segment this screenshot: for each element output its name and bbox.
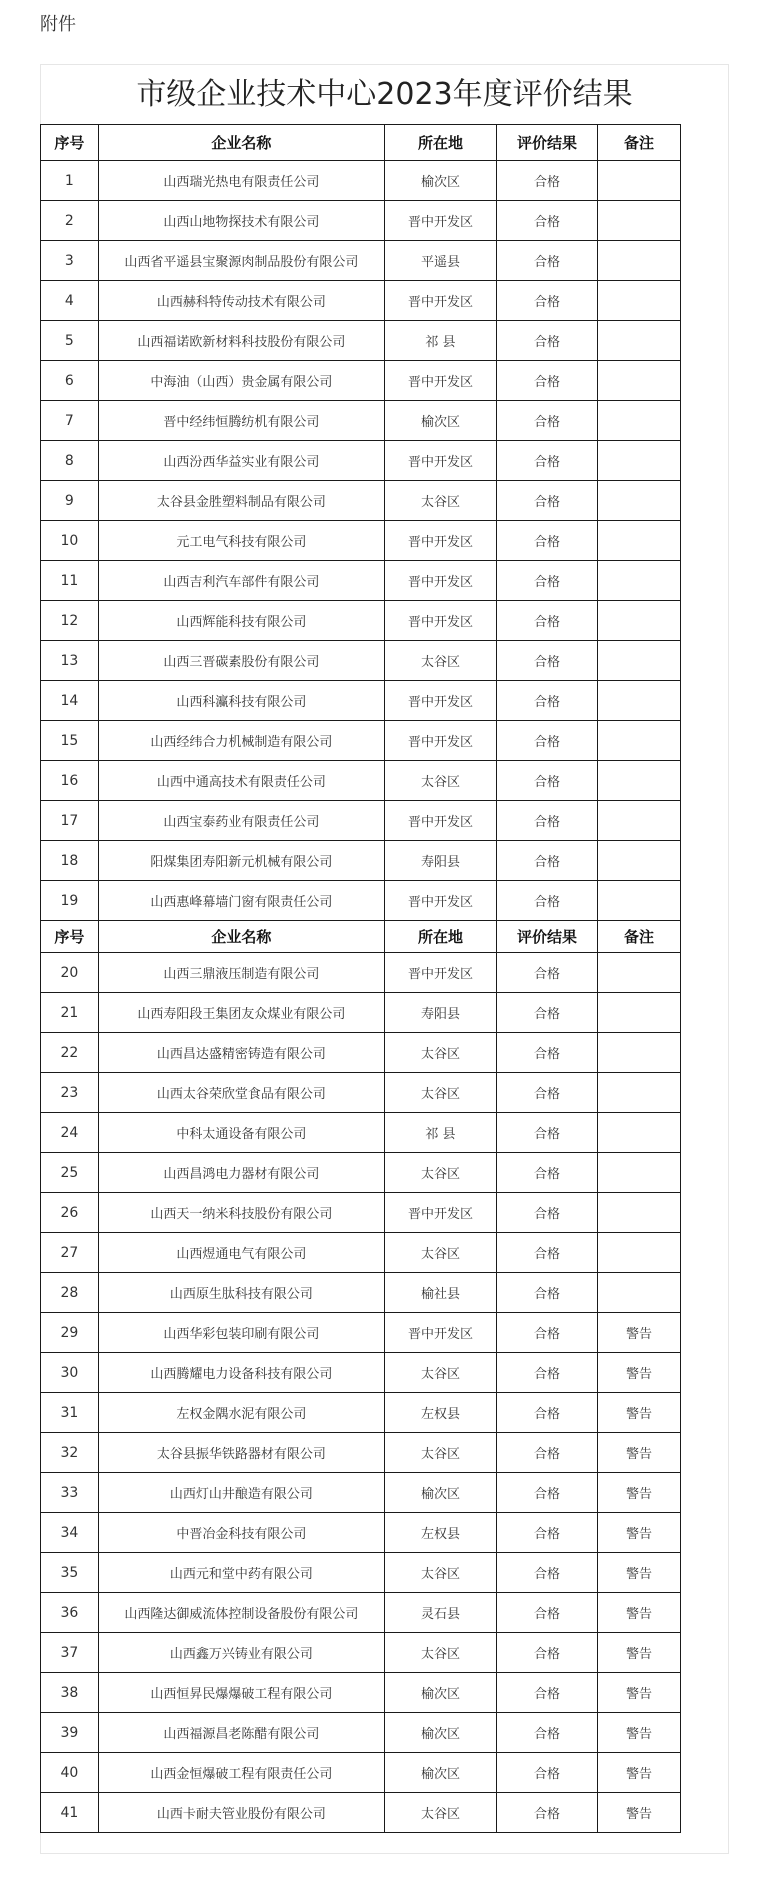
cell-col-result: 合格 (496, 241, 597, 281)
cell-col-remark (597, 161, 680, 201)
cell-col-result: 合格 (496, 953, 597, 993)
cell-col-remark (597, 481, 680, 521)
cell-col-result: 合格 (496, 521, 597, 561)
cell-col-remark: 警告 (597, 1513, 680, 1553)
table-row (41, 1393, 681, 1433)
cell-col-location: 晋中开发区 (385, 201, 497, 241)
table-row (41, 721, 681, 761)
cell-col-seq: 5 (41, 321, 99, 361)
cell-col-company: 山西辉能科技有限公司 (98, 601, 384, 641)
table-row (41, 681, 681, 721)
cell-col-result: 合格 (496, 401, 597, 441)
cell-col-result: 合格 (496, 761, 597, 801)
cell-col-seq: 26 (41, 1193, 99, 1233)
cell-col-result: 合格 (496, 1313, 597, 1353)
table-row (41, 641, 681, 681)
table-row (41, 1273, 681, 1313)
table-row (41, 401, 681, 441)
cell-col-company: 中海油（山西）贵金属有限公司 (98, 361, 384, 401)
cell-col-company: 山西经纬合力机械制造有限公司 (98, 721, 384, 761)
cell-col-result: 合格 (496, 1553, 597, 1593)
header-col-remark: 备注 (597, 921, 680, 953)
cell-col-result: 合格 (496, 1513, 597, 1553)
header-col-company: 企业名称 (98, 921, 384, 953)
cell-col-location: 晋中开发区 (385, 881, 497, 921)
cell-col-seq: 1 (41, 161, 99, 201)
cell-col-location: 太谷区 (385, 1073, 497, 1113)
cell-col-location: 晋中开发区 (385, 801, 497, 841)
table-row (41, 601, 681, 641)
cell-col-seq: 10 (41, 521, 99, 561)
cell-col-result: 合格 (496, 201, 597, 241)
cell-col-remark: 警告 (597, 1793, 680, 1833)
cell-col-remark (597, 841, 680, 881)
cell-col-remark (597, 281, 680, 321)
cell-col-location: 榆次区 (385, 1673, 497, 1713)
cell-col-remark (597, 601, 680, 641)
cell-col-company: 中晋冶金科技有限公司 (98, 1513, 384, 1553)
cell-col-seq: 19 (41, 881, 99, 921)
cell-col-seq: 4 (41, 281, 99, 321)
cell-col-remark (597, 1153, 680, 1193)
cell-col-result: 合格 (496, 881, 597, 921)
cell-col-company: 山西恒昇民爆爆破工程有限公司 (98, 1673, 384, 1713)
table-row (41, 201, 681, 241)
cell-col-seq: 28 (41, 1273, 99, 1313)
table-row (41, 161, 681, 201)
cell-col-location: 晋中开发区 (385, 953, 497, 993)
cell-col-remark (597, 761, 680, 801)
table-header-row (41, 921, 681, 953)
cell-col-location: 榆社县 (385, 1273, 497, 1313)
cell-col-seq: 33 (41, 1473, 99, 1513)
cell-col-remark (597, 401, 680, 441)
cell-col-seq: 32 (41, 1433, 99, 1473)
table-row (41, 1593, 681, 1633)
cell-col-remark: 警告 (597, 1713, 680, 1753)
cell-col-company: 山西中通高技术有限责任公司 (98, 761, 384, 801)
cell-col-seq: 34 (41, 1513, 99, 1553)
cell-col-result: 合格 (496, 1193, 597, 1233)
cell-col-result: 合格 (496, 161, 597, 201)
cell-col-location: 晋中开发区 (385, 361, 497, 401)
cell-col-company: 山西三晋碳素股份有限公司 (98, 641, 384, 681)
cell-col-location: 榆次区 (385, 161, 497, 201)
cell-col-location: 太谷区 (385, 1793, 497, 1833)
cell-col-remark: 警告 (597, 1313, 680, 1353)
table-row (41, 441, 681, 481)
cell-col-remark (597, 801, 680, 841)
cell-col-location: 太谷区 (385, 1233, 497, 1273)
table-row (41, 1433, 681, 1473)
cell-col-company: 山西灯山井酿造有限公司 (98, 1473, 384, 1513)
cell-col-location: 太谷区 (385, 1633, 497, 1673)
cell-col-result: 合格 (496, 321, 597, 361)
table-row (41, 1353, 681, 1393)
cell-col-location: 太谷区 (385, 1033, 497, 1073)
cell-col-remark: 警告 (597, 1393, 680, 1433)
cell-col-company: 山西惠峰幕墙门窗有限责任公司 (98, 881, 384, 921)
cell-col-seq: 40 (41, 1753, 99, 1793)
cell-col-remark: 警告 (597, 1553, 680, 1593)
cell-col-remark (597, 441, 680, 481)
cell-col-result: 合格 (496, 1473, 597, 1513)
cell-col-result: 合格 (496, 1273, 597, 1313)
cell-col-seq: 23 (41, 1073, 99, 1113)
cell-col-company: 山西金恒爆破工程有限责任公司 (98, 1753, 384, 1793)
cell-col-location: 太谷区 (385, 1153, 497, 1193)
table-row (41, 881, 681, 921)
cell-col-seq: 30 (41, 1353, 99, 1393)
cell-col-company: 山西宝泰药业有限责任公司 (98, 801, 384, 841)
cell-col-location: 太谷区 (385, 1353, 497, 1393)
cell-col-result: 合格 (496, 1633, 597, 1673)
cell-col-seq: 13 (41, 641, 99, 681)
cell-col-company: 山西原生肽科技有限公司 (98, 1273, 384, 1313)
cell-col-seq: 3 (41, 241, 99, 281)
cell-col-company: 山西华彩包装印刷有限公司 (98, 1313, 384, 1353)
cell-col-result: 合格 (496, 721, 597, 761)
cell-col-seq: 21 (41, 993, 99, 1033)
cell-col-seq: 31 (41, 1393, 99, 1433)
cell-col-location: 晋中开发区 (385, 601, 497, 641)
cell-col-location: 晋中开发区 (385, 721, 497, 761)
cell-col-seq: 8 (41, 441, 99, 481)
cell-col-company: 晋中经纬恒腾纺机有限公司 (98, 401, 384, 441)
table-row (41, 521, 681, 561)
header-col-seq: 序号 (41, 125, 99, 161)
table-row (41, 841, 681, 881)
cell-col-remark (597, 1073, 680, 1113)
cell-col-remark (597, 201, 680, 241)
cell-col-location: 平遥县 (385, 241, 497, 281)
cell-col-company: 太谷县金胜塑料制品有限公司 (98, 481, 384, 521)
cell-col-result: 合格 (496, 1073, 597, 1113)
cell-col-location: 太谷区 (385, 641, 497, 681)
cell-col-remark: 警告 (597, 1593, 680, 1633)
cell-col-remark (597, 321, 680, 361)
cell-col-remark (597, 1273, 680, 1313)
table-row (41, 1313, 681, 1353)
table-row (41, 1673, 681, 1713)
table-row (41, 481, 681, 521)
cell-col-company: 山西元和堂中药有限公司 (98, 1553, 384, 1593)
table-row (41, 361, 681, 401)
attachment-label: 附件 (40, 14, 76, 35)
cell-col-company: 山西科灜科技有限公司 (98, 681, 384, 721)
cell-col-seq: 18 (41, 841, 99, 881)
document-title: 市级企业技术中心2023年度评价结果 (136, 77, 633, 112)
table-header-row (41, 125, 681, 161)
table-row (41, 993, 681, 1033)
cell-col-seq: 39 (41, 1713, 99, 1753)
cell-col-remark (597, 881, 680, 921)
cell-col-seq: 11 (41, 561, 99, 601)
cell-col-remark: 警告 (597, 1473, 680, 1513)
cell-col-remark (597, 521, 680, 561)
table-row (41, 761, 681, 801)
table-row (41, 1473, 681, 1513)
cell-col-seq: 20 (41, 953, 99, 993)
cell-col-result: 合格 (496, 1233, 597, 1273)
cell-col-location: 晋中开发区 (385, 521, 497, 561)
cell-col-result: 合格 (496, 1153, 597, 1193)
header-col-location: 所在地 (385, 125, 497, 161)
cell-col-company: 太谷县振华铁路器材有限公司 (98, 1433, 384, 1473)
header-col-company: 企业名称 (98, 125, 384, 161)
table-row (41, 953, 681, 993)
cell-col-seq: 14 (41, 681, 99, 721)
cell-col-location: 晋中开发区 (385, 681, 497, 721)
table-row (41, 1513, 681, 1553)
cell-col-seq: 12 (41, 601, 99, 641)
table-row (41, 281, 681, 321)
cell-col-company: 山西煜通电气有限公司 (98, 1233, 384, 1273)
cell-col-result: 合格 (496, 441, 597, 481)
table-row (41, 1233, 681, 1273)
cell-col-result: 合格 (496, 1793, 597, 1833)
table-row (41, 1073, 681, 1113)
cell-col-seq: 2 (41, 201, 99, 241)
cell-col-remark: 警告 (597, 1753, 680, 1793)
cell-col-result: 合格 (496, 1713, 597, 1753)
cell-col-result: 合格 (496, 1393, 597, 1433)
cell-col-location: 晋中开发区 (385, 1313, 497, 1353)
cell-col-remark (597, 361, 680, 401)
table-row (41, 1753, 681, 1793)
cell-col-remark: 警告 (597, 1353, 680, 1393)
cell-col-remark (597, 641, 680, 681)
cell-col-remark (597, 1113, 680, 1153)
cell-col-remark: 警告 (597, 1673, 680, 1713)
cell-col-company: 山西鑫万兴铸业有限公司 (98, 1633, 384, 1673)
cell-col-company: 山西吉利汽车部件有限公司 (98, 561, 384, 601)
cell-col-company: 山西山地物探技术有限公司 (98, 201, 384, 241)
cell-col-location: 祁 县 (385, 1113, 497, 1153)
cell-col-company: 山西昌鸿电力器材有限公司 (98, 1153, 384, 1193)
cell-col-company: 山西福诺欧新材料科技股份有限公司 (98, 321, 384, 361)
cell-col-result: 合格 (496, 1033, 597, 1073)
cell-col-location: 太谷区 (385, 1433, 497, 1473)
cell-col-company: 左权金隅水泥有限公司 (98, 1393, 384, 1433)
cell-col-location: 晋中开发区 (385, 281, 497, 321)
cell-col-seq: 15 (41, 721, 99, 761)
cell-col-remark: 警告 (597, 1433, 680, 1473)
table-row (41, 1793, 681, 1833)
cell-col-result: 合格 (496, 1113, 597, 1153)
table-row (41, 561, 681, 601)
header-col-location: 所在地 (385, 921, 497, 953)
cell-col-seq: 22 (41, 1033, 99, 1073)
cell-col-result: 合格 (496, 841, 597, 881)
evaluation-results-table (40, 124, 681, 1833)
cell-col-seq: 16 (41, 761, 99, 801)
cell-col-remark (597, 1033, 680, 1073)
cell-col-company: 山西昌达盛精密铸造有限公司 (98, 1033, 384, 1073)
cell-col-seq: 9 (41, 481, 99, 521)
cell-col-location: 太谷区 (385, 761, 497, 801)
cell-col-location: 榆次区 (385, 401, 497, 441)
cell-col-company: 山西赫科特传动技术有限公司 (98, 281, 384, 321)
cell-col-company: 山西福源昌老陈醋有限公司 (98, 1713, 384, 1753)
cell-col-company: 山西三鼎液压制造有限公司 (98, 953, 384, 993)
table-row (41, 1113, 681, 1153)
cell-col-seq: 29 (41, 1313, 99, 1353)
header-col-remark: 备注 (597, 125, 680, 161)
cell-col-result: 合格 (496, 641, 597, 681)
cell-col-seq: 37 (41, 1633, 99, 1673)
cell-col-result: 合格 (496, 1353, 597, 1393)
cell-col-remark (597, 993, 680, 1033)
cell-col-result: 合格 (496, 681, 597, 721)
cell-col-company: 中科太通设备有限公司 (98, 1113, 384, 1153)
cell-col-result: 合格 (496, 561, 597, 601)
cell-col-company: 山西腾耀电力设备科技有限公司 (98, 1353, 384, 1393)
cell-col-remark (597, 241, 680, 281)
table-row (41, 1193, 681, 1233)
cell-col-remark (597, 681, 680, 721)
cell-col-seq: 6 (41, 361, 99, 401)
cell-col-seq: 36 (41, 1593, 99, 1633)
cell-col-seq: 38 (41, 1673, 99, 1713)
header-col-seq: 序号 (41, 921, 99, 953)
cell-col-result: 合格 (496, 1673, 597, 1713)
cell-col-seq: 27 (41, 1233, 99, 1273)
table-row (41, 1713, 681, 1753)
cell-col-result: 合格 (496, 361, 597, 401)
cell-col-seq: 25 (41, 1153, 99, 1193)
cell-col-remark (597, 561, 680, 601)
cell-col-location: 寿阳县 (385, 841, 497, 881)
cell-col-result: 合格 (496, 993, 597, 1033)
cell-col-location: 左权县 (385, 1393, 497, 1433)
cell-col-location: 榆次区 (385, 1713, 497, 1753)
cell-col-result: 合格 (496, 801, 597, 841)
cell-col-company: 山西隆达御威流体控制设备股份有限公司 (98, 1593, 384, 1633)
cell-col-seq: 17 (41, 801, 99, 841)
header-col-result: 评价结果 (496, 125, 597, 161)
cell-col-seq: 7 (41, 401, 99, 441)
cell-col-result: 合格 (496, 1753, 597, 1793)
table-row (41, 1153, 681, 1193)
cell-col-location: 灵石县 (385, 1593, 497, 1633)
cell-col-company: 元工电气科技有限公司 (98, 521, 384, 561)
cell-col-remark (597, 1233, 680, 1273)
cell-col-result: 合格 (496, 1593, 597, 1633)
header-col-result: 评价结果 (496, 921, 597, 953)
cell-col-seq: 35 (41, 1553, 99, 1593)
cell-col-company: 山西省平遥县宝聚源肉制品股份有限公司 (98, 241, 384, 281)
table-row (41, 801, 681, 841)
cell-col-remark (597, 953, 680, 993)
cell-col-location: 榆次区 (385, 1473, 497, 1513)
cell-col-result: 合格 (496, 1433, 597, 1473)
table-row (41, 1033, 681, 1073)
cell-col-remark: 警告 (597, 1633, 680, 1673)
cell-col-location: 寿阳县 (385, 993, 497, 1033)
cell-col-location: 太谷区 (385, 1553, 497, 1593)
cell-col-remark (597, 1193, 680, 1233)
cell-col-company: 山西卡耐夫管业股份有限公司 (98, 1793, 384, 1833)
cell-col-location: 太谷区 (385, 481, 497, 521)
cell-col-location: 祁 县 (385, 321, 497, 361)
cell-col-company: 山西汾西华益实业有限公司 (98, 441, 384, 481)
cell-col-company: 山西太谷荣欣堂食品有限公司 (98, 1073, 384, 1113)
cell-col-seq: 41 (41, 1793, 99, 1833)
cell-col-company: 山西寿阳段王集团友众煤业有限公司 (98, 993, 384, 1033)
cell-col-location: 晋中开发区 (385, 441, 497, 481)
cell-col-location: 晋中开发区 (385, 1193, 497, 1233)
table-row (41, 1553, 681, 1593)
cell-col-result: 合格 (496, 281, 597, 321)
cell-col-result: 合格 (496, 601, 597, 641)
cell-col-location: 榆次区 (385, 1753, 497, 1793)
table-row (41, 241, 681, 281)
cell-col-location: 晋中开发区 (385, 561, 497, 601)
table-row (41, 1633, 681, 1673)
cell-col-company: 山西天一纳米科技股份有限公司 (98, 1193, 384, 1233)
cell-col-location: 左权县 (385, 1513, 497, 1553)
cell-col-seq: 24 (41, 1113, 99, 1153)
cell-col-result: 合格 (496, 481, 597, 521)
table-row (41, 321, 681, 361)
cell-col-company: 阳煤集团寿阳新元机械有限公司 (98, 841, 384, 881)
cell-col-remark (597, 721, 680, 761)
cell-col-company: 山西瑞光热电有限责任公司 (98, 161, 384, 201)
